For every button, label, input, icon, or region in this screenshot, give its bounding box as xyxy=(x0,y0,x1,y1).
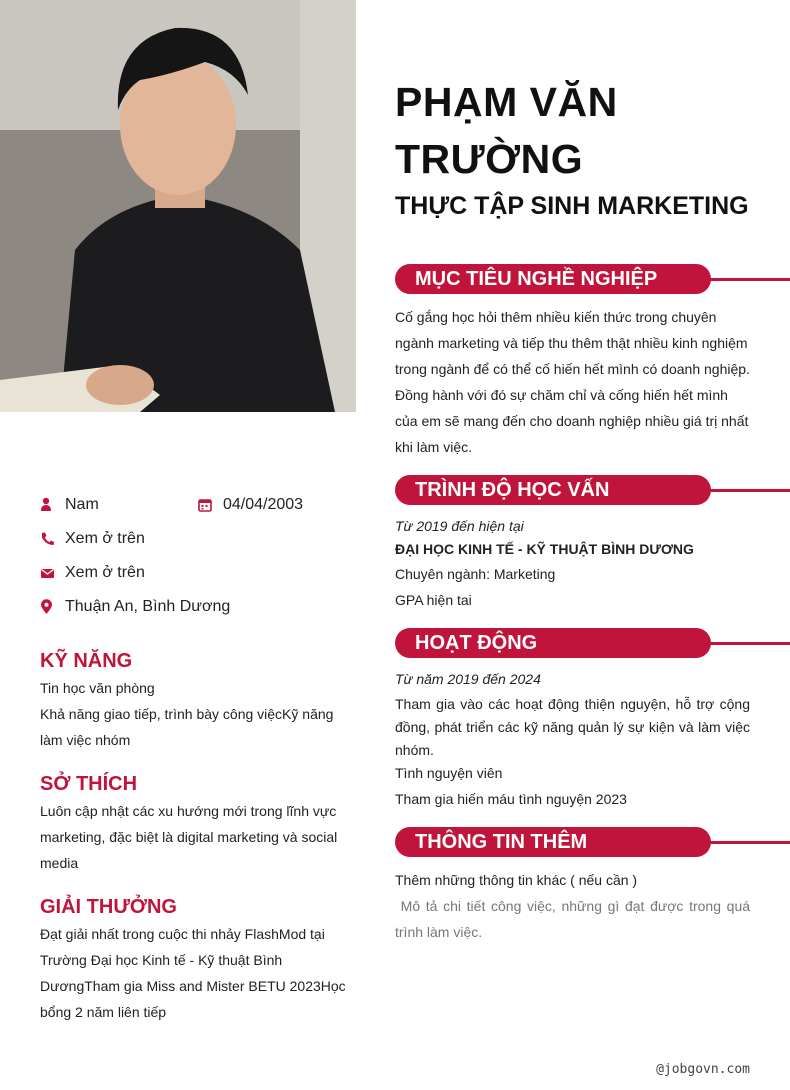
section-divider xyxy=(700,278,790,281)
education-major: Chuyên ngành: Marketing xyxy=(395,566,556,582)
person-icon xyxy=(40,497,56,513)
objective-heading: MỤC TIÊU NGHỀ NGHIỆP xyxy=(395,264,711,294)
email-row xyxy=(40,564,145,582)
phone-icon xyxy=(40,531,56,547)
education-heading: TRÌNH ĐỘ HỌC VẤN xyxy=(395,475,711,505)
activities-role: Tình nguyện viên xyxy=(395,765,503,781)
more-info-heading: THÔNG TIN THÊM xyxy=(395,827,711,857)
profile-photo xyxy=(0,0,356,412)
activities-heading: HOẠT ĐỘNG xyxy=(395,628,711,658)
gender-value: Nam xyxy=(65,496,99,513)
activities-period: Từ năm 2019 đến 2024 xyxy=(395,671,541,687)
education-school: ĐẠI HỌC KINH TẾ - KỸ THUẬT BÌNH DƯƠNG xyxy=(395,541,694,557)
birthday-row xyxy=(198,496,303,514)
footer-watermark: @jobgovn.com xyxy=(656,1062,750,1077)
section-divider xyxy=(700,489,790,492)
address-value: Thuận An, Bình Dương xyxy=(65,598,231,615)
objective-text: Cố gắng học hỏi thêm nhiều kiến thức trong chuyên ngành marketing và tiếp thu thêm thật nhiều kinh nghiệm trong ngành để có thể cố hiến hết mình có doanh nghiệp. Đồng hành với đó sự chăm chỉ và cống hiến hết mình của em sẽ mang đến cho doanh nghiệp nhiều giá trị nhất khi làm việc. xyxy=(395,309,750,455)
awards-text: Đạt giải nhất trong cuộc thi nhảy FlashMod tại Trường Đại học Kinh tế - Kỹ thuật Bình DươngTham gia Miss and Mister BETU 2023Học bổng 2 năm liên tiếp xyxy=(40,926,346,1020)
activities-extra: Tham gia hiến máu tình nguyện 2023 xyxy=(395,791,627,807)
awards-heading: GIẢI THƯỞNG xyxy=(40,896,177,918)
hobbies-heading: SỞ THÍCH xyxy=(40,773,138,795)
person-illustration xyxy=(0,0,356,412)
location-pin-icon xyxy=(40,599,56,615)
skill-item: Khả năng giao tiếp, trình bày công việcKỹ năng làm việc nhóm xyxy=(40,706,334,748)
section-divider xyxy=(700,642,790,645)
skill-item: Tin học văn phòng xyxy=(40,680,155,696)
candidate-name: PHẠM VĂN TRƯỜNG xyxy=(395,79,618,182)
more-info-line1: Thêm những thông tin khác ( nếu cần ) xyxy=(395,872,638,888)
education-period: Từ 2019 đến hiện tại xyxy=(395,518,524,534)
phone-value: Xem ở trên xyxy=(65,530,145,547)
more-info-line2: Mô tả chi tiết công việc, những gì đạt được trong quá trình làm việc. xyxy=(395,898,754,940)
section-divider xyxy=(700,841,790,844)
hobbies-text: Luôn cập nhật các xu hướng mới trong lĩnh vực marketing, đặc biệt là digital marketing và social media xyxy=(40,803,338,871)
email-value: Xem ở trên xyxy=(65,564,145,581)
address-row xyxy=(40,598,230,616)
skills-list xyxy=(40,675,358,753)
envelope-icon xyxy=(40,565,56,581)
education-gpa: GPA hiện tai xyxy=(395,592,472,608)
calendar-icon xyxy=(198,497,214,513)
skills-heading: KỸ NĂNG xyxy=(40,650,133,672)
activities-description: Tham gia vào các hoạt động thiện nguyện, hỗ trợ cộng đồng, phát triển các kỹ năng quản lý sự kiện và làm việc nhóm. xyxy=(395,696,750,758)
gender-row xyxy=(40,496,99,514)
job-title: THỰC TẬP SINH MARKETING xyxy=(395,192,749,220)
phone-row xyxy=(40,530,145,548)
birthday-value: 04/04/2003 xyxy=(223,496,304,513)
